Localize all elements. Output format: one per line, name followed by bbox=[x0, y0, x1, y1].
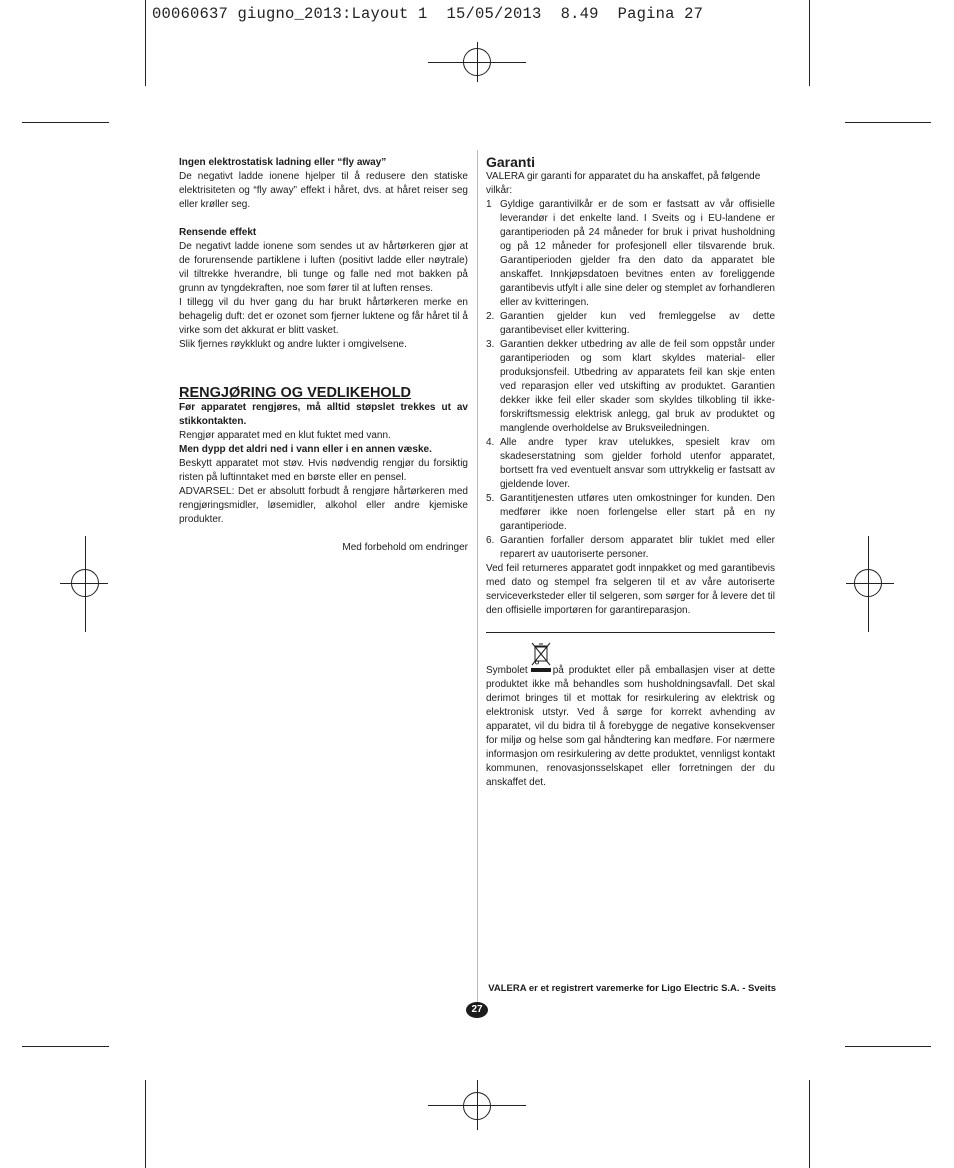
crop-mark bbox=[22, 122, 109, 123]
cleaning-warning: Før apparatet rengjøres, må alltid støpslet trekkes ut av stikkontakten. bbox=[179, 402, 468, 427]
registration-mark-circle bbox=[463, 1092, 491, 1120]
list-item: 2. Garantien gjelder kun ved fremleggelse av dette garantibeviset eller kvittering. bbox=[486, 311, 775, 336]
registration-mark-circle bbox=[854, 569, 882, 597]
crossed-out-wheelie-bin-icon bbox=[530, 641, 552, 675]
section-divider bbox=[486, 632, 775, 633]
registration-mark-circle bbox=[71, 569, 99, 597]
list-item: 1 Gyldige garantivilkår er de som er fastsatt av vår offisielle leverandør i det enkelte land. I Sveits og i EU-landene er garantiperioden på 24 måneder for bruk i privat husholdning og på 12 måneder for profesjonell eller tilsvarende bruk. Garantiperioden gjelder fra den dato da apparatet ble anskaffet. Innkjøpsdatoen bevitnes enten av foreliggende garantibevis utfylt i alle sine deler og stemplet av forhandleren eller av kvitteringen. bbox=[486, 199, 775, 308]
list-item: 4. Alle andre typer krav utelukkes, spesielt krav om skadeserstatning som gjelder forhold utenfor apparatet, bortsett fra ved eventuelt ansvar som uttrykkelig er fastsatt av gjeldende lover. bbox=[486, 437, 775, 490]
section-title-cleansing: Rensende effekt bbox=[179, 227, 257, 238]
warranty-intro: VALERA gir garanti for apparatet du ha anskaffet, på følgende vilkår: bbox=[486, 171, 761, 196]
cleaning-paragraph: ADVARSEL: Det er absolutt forbudt å rengjøre hårtørkeren med rengjøringsmidler, løsemidler, alkohol eller andre kjemiske produkter. bbox=[179, 486, 468, 525]
disposal-notice: Symbolet på produktet eller på emballasjen viser at dette produktet ikke må behandles som husholdningsavfall. Det skal derimot bringes til et mottak for resirkulering av elektrisk og elektronisk utstyr. Ved å sørge for korrekt avhending av apparatet, vil du bidra til å forebygge de negative konsekvenser for miljø og helse som gal håndtering kan medføre. For nærmere informasjon om resirkulering av dette produktet, vennligst kontakt kommunen, renovasjonsselskapet eller forretningen der du anskaffet det. bbox=[486, 641, 775, 790]
trademark-note: VALERA er et registrert varemerke for Ligo Electric S.A. - Sveits bbox=[488, 983, 776, 994]
cleansing-paragraph: Slik fjernes røykklukt og andre lukter i omgivelsene. bbox=[179, 339, 407, 350]
warranty-list bbox=[486, 198, 775, 562]
right-column bbox=[486, 154, 775, 790]
column-divider bbox=[477, 150, 478, 1005]
section-title-cleaning: RENGJØRING OG VEDLIKEHOLD bbox=[179, 385, 412, 401]
crop-mark bbox=[809, 1080, 810, 1168]
section-title-warranty: Garanti bbox=[486, 154, 536, 170]
registration-mark-circle bbox=[463, 48, 491, 76]
list-item: 5. Garantitjenesten utføres uten omkostninger for kunden. Den medfører ikke noen forlengelse eller start på en ny garantiperiode. bbox=[486, 493, 775, 532]
cleaning-paragraph: Rengjør apparatet med en klut fuktet med vann. bbox=[179, 430, 391, 441]
list-item: 3. Garantien dekker utbedring av alle de feil som oppstår under garantiperioden og som klart skyldes material- eller produksjonsfeil. Utbedring av apparatets feil kan skje enten ved reparasjon eller ved utskifting av produktet. Garantien dekker ikke feil eller skader som skyldes tilkobling til ikke-forskriftsmessig elektrisk anlegg, gal bruk av produktet og manglende overholdelse av Bruksveiledningen. bbox=[486, 339, 775, 434]
return-instructions: Ved feil returneres apparatet godt innpakket og med garantibevis med dato og stempel fra selgeren til et av våre autoriserte serviceverksteder eller til selgeren, som sørger for å levere det til den offisielle importøren for garantireparasjon. bbox=[486, 563, 775, 616]
cleaning-warning: Men dypp det aldri ned i vann eller i en annen væske. bbox=[179, 444, 432, 455]
crop-mark bbox=[145, 1080, 146, 1168]
antistatic-text: De negativt ladde ionene hjelper til å redusere den statiske elektrisiteten og “fly away” effekt i håret, dvs. at håret reiser seg eller krøller seg. bbox=[179, 171, 468, 210]
cleansing-paragraph: I tillegg vil du hver gang du har brukt hårtørkeren merke en behagelig duft: det er ozonet som fjerner luktene og får håret til å virke som det akkurat er blitt vasket. bbox=[179, 297, 468, 336]
crop-mark bbox=[145, 0, 146, 86]
crop-mark bbox=[845, 122, 931, 123]
crop-mark bbox=[845, 1046, 931, 1047]
cleansing-paragraph: De negativt ladde ionene som sendes ut av hårtørkeren gjør at de forurensende partiklene i luften (positivt ladde eller nøytrale) vil tiltrekke hverandre, bli tunge og falle ned mot bakken på grunn av tyngdekraften, noe som fører til at luften renses. bbox=[179, 241, 468, 294]
page-number-badge: 27 bbox=[466, 1002, 488, 1018]
left-column bbox=[179, 156, 468, 555]
crop-mark bbox=[809, 0, 810, 86]
crop-mark bbox=[22, 1046, 109, 1047]
list-item: 6. Garantien forfaller dersom apparatet blir tuklet med eller reparert av uautoriserte personer. bbox=[486, 535, 775, 560]
slug-line: 00060637 giugno_2013:Layout 1 15/05/2013 8.49 Pagina 27 bbox=[152, 5, 704, 23]
reservation-note: Med forbehold om endringer bbox=[342, 542, 468, 553]
section-title-antistatic: Ingen elektrostatisk ladning eller “fly away” bbox=[179, 157, 387, 168]
cleaning-paragraph: Beskytt apparatet mot støv. Hvis nødvendig rengjør du forsiktig risten på luftinntaket med en børste eller en pensel. bbox=[179, 458, 468, 483]
